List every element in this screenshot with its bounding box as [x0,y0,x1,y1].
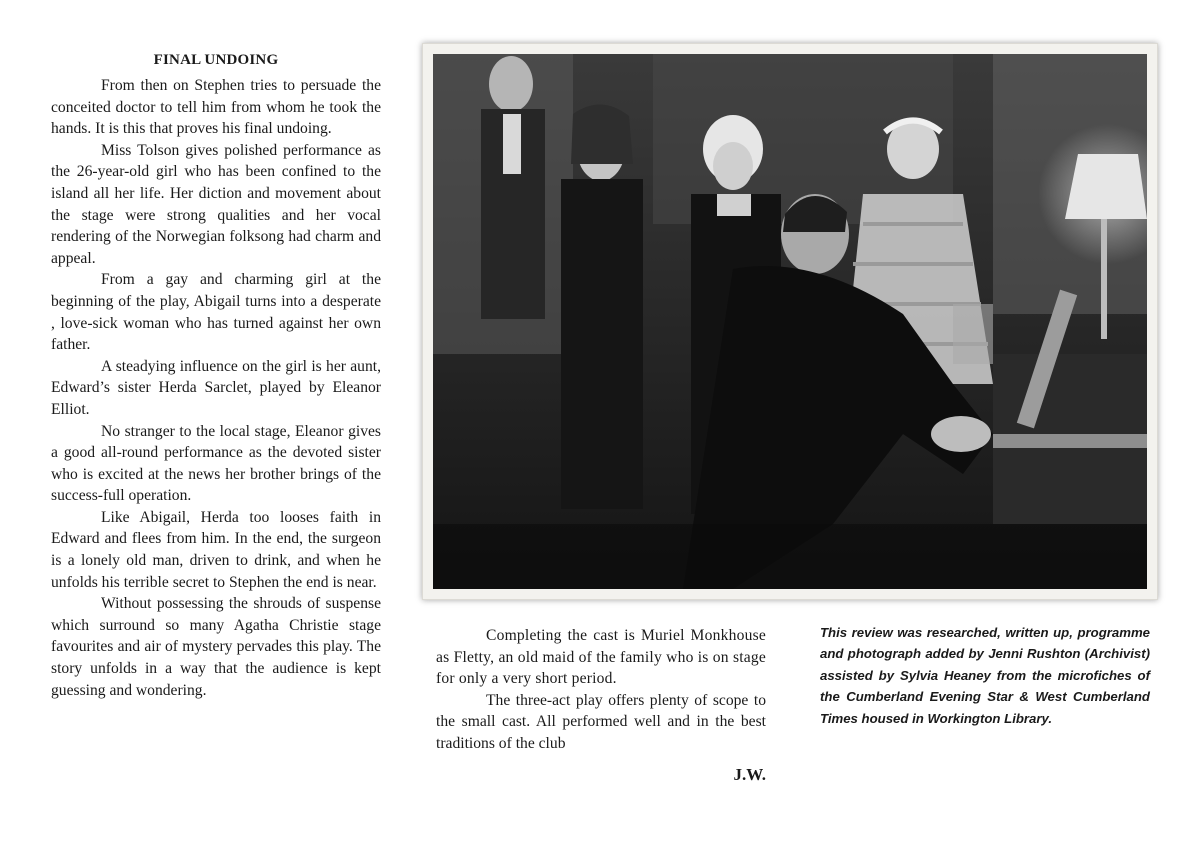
paragraph: Like Abigail, Herda too looses faith in Edward and flees from him. In the end, the surgeon is a lonely old man, driven to drink, and when he unfolds his terrible secret to Stephen the end is near. [51,508,381,591]
figure-hands [931,416,991,452]
figure-head [489,56,533,112]
section-heading: FINAL UNDOING [153,52,279,68]
paragraph: From then on Stephen tries to persuade the conceited doctor to tell him from whom he took the hands. It is this that proves his final undoing. [51,77,381,138]
paragraph: From a gay and charming girl at the beginning of the play, Abigail turns into a desperate , love-sick woman who has turned against her own father. [51,271,381,354]
figure-body [561,179,643,509]
author-signature: J.W. [733,764,766,784]
cast-photograph [433,54,1147,589]
paragraph: Completing the cast is Muriel Monkhouse as Fletty, an old maid of the family who is on stage for only a very short period. [436,627,766,688]
left-column [51,52,381,701]
paragraph: Miss Tolson gives polished performance as the 26-year-old girl who has been confined to the island all her life. Her diction and movement about the stage were strong qualities and her vocal rendering of the Norwegian folksong had charm and appeal. [51,141,381,267]
lamp-stand [1101,219,1107,339]
middle-column [436,625,766,785]
paragraph: No stranger to the local stage, Eleanor gives a good all-round performance as the devoted sister who is excited at the news her brother brings of the success-full operation. [51,422,381,505]
figure-head [713,142,753,190]
photo-frame [422,43,1158,600]
credit-note: This review was researched, written up, programme and photograph added by Jenni Rushton (Archivist) assisted by Sylvia Heaney from the microfiches of the Cumberland Evening Star & West Cumberland Times housed in Workington Library. [820,625,1150,726]
paragraph: The three-act play offers plenty of scope to the small cast. All performed well and in the best traditions of the club [436,691,766,752]
photo-illustration [433,54,1147,589]
paragraph: Without possessing the shrouds of suspense which surround so many Agatha Christie stage favourites and air of mystery pervades this play. The story unfolds in a way that the audience is kept guessing and wondering. [51,595,381,699]
lamp-shade [1065,154,1147,219]
paragraph: A steadying influence on the girl is her aunt, Edward’s sister Herda Sarclet, played by Eleanor Elliot. [51,357,381,418]
